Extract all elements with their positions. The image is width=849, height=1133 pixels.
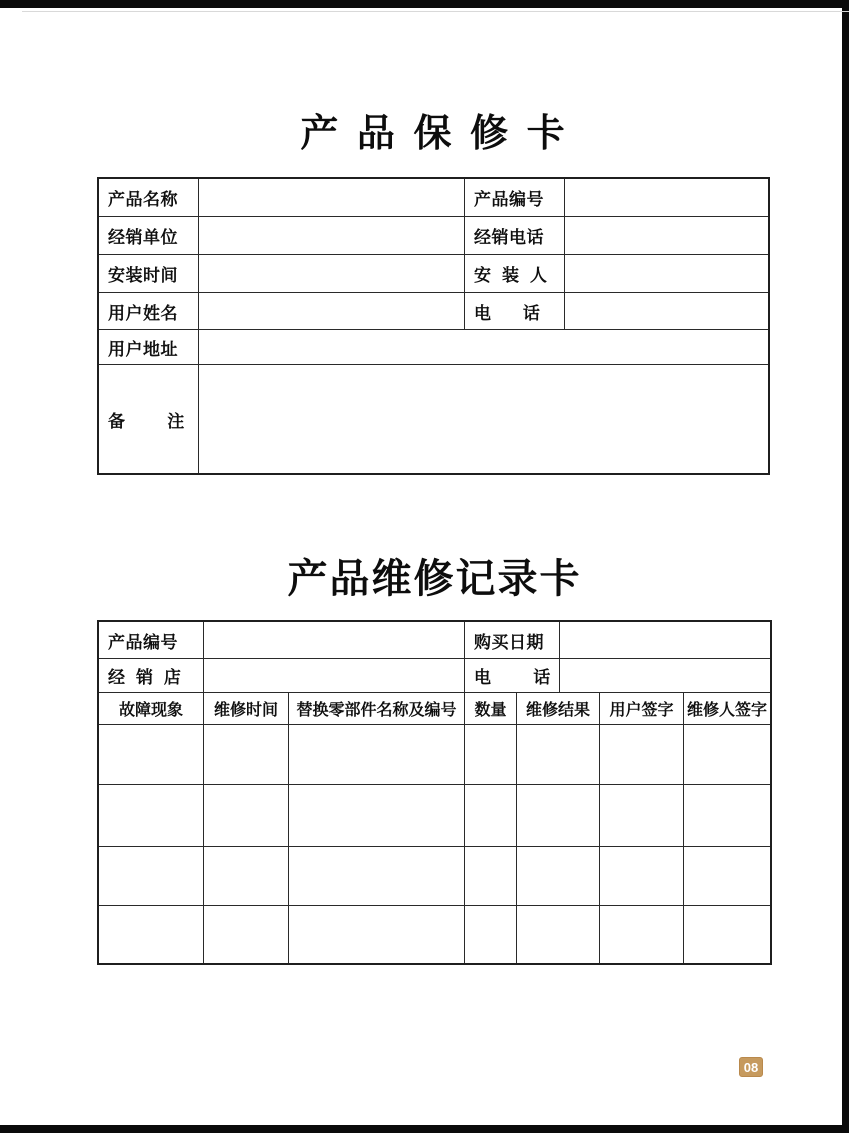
record-cell bbox=[465, 906, 517, 963]
dealer-store-field bbox=[204, 659, 465, 693]
user-phone-field bbox=[565, 293, 768, 330]
dealer-phone-field bbox=[565, 217, 768, 255]
record-cell bbox=[600, 725, 684, 785]
record-cell bbox=[289, 906, 465, 963]
record-cell bbox=[465, 847, 517, 906]
header-repair-result: 维修结果 bbox=[517, 693, 600, 725]
purchase-date-field bbox=[560, 622, 770, 659]
top-hairline bbox=[22, 11, 849, 12]
product-name-label: 产品名称 bbox=[99, 179, 199, 217]
product-name-field bbox=[199, 179, 465, 217]
repair-card-title: 产品维修记录卡 bbox=[287, 557, 582, 601]
record-cell bbox=[684, 785, 770, 847]
user-address-label: 用户地址 bbox=[99, 330, 199, 365]
install-time-field bbox=[199, 255, 465, 293]
record-cell bbox=[204, 847, 289, 906]
record-cell bbox=[517, 725, 600, 785]
record-cell bbox=[684, 725, 770, 785]
header-quantity: 数量 bbox=[465, 693, 517, 725]
record-cell bbox=[99, 785, 204, 847]
header-fault-symptom: 故障现象 bbox=[99, 693, 204, 725]
user-name-field bbox=[199, 293, 465, 330]
record-cell bbox=[99, 847, 204, 906]
product-number-label: 产品编号 bbox=[465, 179, 565, 217]
dealer-unit-field bbox=[199, 217, 465, 255]
dealer-store-label: 经 销 店 bbox=[99, 659, 204, 693]
user-phone-label: 电 话 bbox=[465, 293, 565, 330]
repair-product-number-label: 产品编号 bbox=[99, 622, 204, 659]
header-replaced-parts: 替换零部件名称及编号 bbox=[289, 693, 465, 725]
record-cell bbox=[517, 906, 600, 963]
warranty-card-title: 产 品 保 修 卡 bbox=[300, 113, 569, 155]
record-cell bbox=[684, 906, 770, 963]
record-cell bbox=[204, 725, 289, 785]
header-user-signature: 用户签字 bbox=[600, 693, 684, 725]
user-address-field bbox=[199, 330, 768, 365]
header-repairer-signature: 维修人签字 bbox=[684, 693, 770, 725]
record-cell bbox=[99, 725, 204, 785]
record-cell bbox=[289, 785, 465, 847]
bottom-frame-bar bbox=[0, 1125, 849, 1133]
remarks-field bbox=[199, 365, 768, 473]
installer-label: 安 装 人 bbox=[465, 255, 565, 293]
purchase-date-label: 购买日期 bbox=[465, 622, 560, 659]
record-cell bbox=[99, 906, 204, 963]
record-cell bbox=[204, 785, 289, 847]
record-cell bbox=[600, 847, 684, 906]
record-cell bbox=[600, 906, 684, 963]
page-number-badge: 08 bbox=[739, 1057, 763, 1077]
record-cell bbox=[465, 785, 517, 847]
install-time-label: 安装时间 bbox=[99, 255, 199, 293]
installer-field bbox=[565, 255, 768, 293]
right-frame-bar bbox=[842, 0, 849, 1133]
remarks-label: 备 注 bbox=[99, 365, 199, 473]
top-frame-bar bbox=[0, 0, 849, 8]
record-cell bbox=[289, 725, 465, 785]
repair-phone-label: 电 话 bbox=[465, 659, 560, 693]
warranty-card-table bbox=[97, 177, 770, 475]
user-name-label: 用户姓名 bbox=[99, 293, 199, 330]
record-cell bbox=[600, 785, 684, 847]
record-cell bbox=[204, 906, 289, 963]
product-number-field bbox=[565, 179, 768, 217]
record-cell bbox=[289, 847, 465, 906]
record-cell bbox=[517, 847, 600, 906]
repair-product-number-field bbox=[204, 622, 465, 659]
record-cell bbox=[684, 847, 770, 906]
dealer-phone-label: 经销电话 bbox=[465, 217, 565, 255]
record-cell bbox=[465, 725, 517, 785]
record-cell bbox=[517, 785, 600, 847]
repair-phone-field bbox=[560, 659, 770, 693]
repair-card-table bbox=[97, 620, 772, 965]
dealer-unit-label: 经销单位 bbox=[99, 217, 199, 255]
header-repair-time: 维修时间 bbox=[204, 693, 289, 725]
